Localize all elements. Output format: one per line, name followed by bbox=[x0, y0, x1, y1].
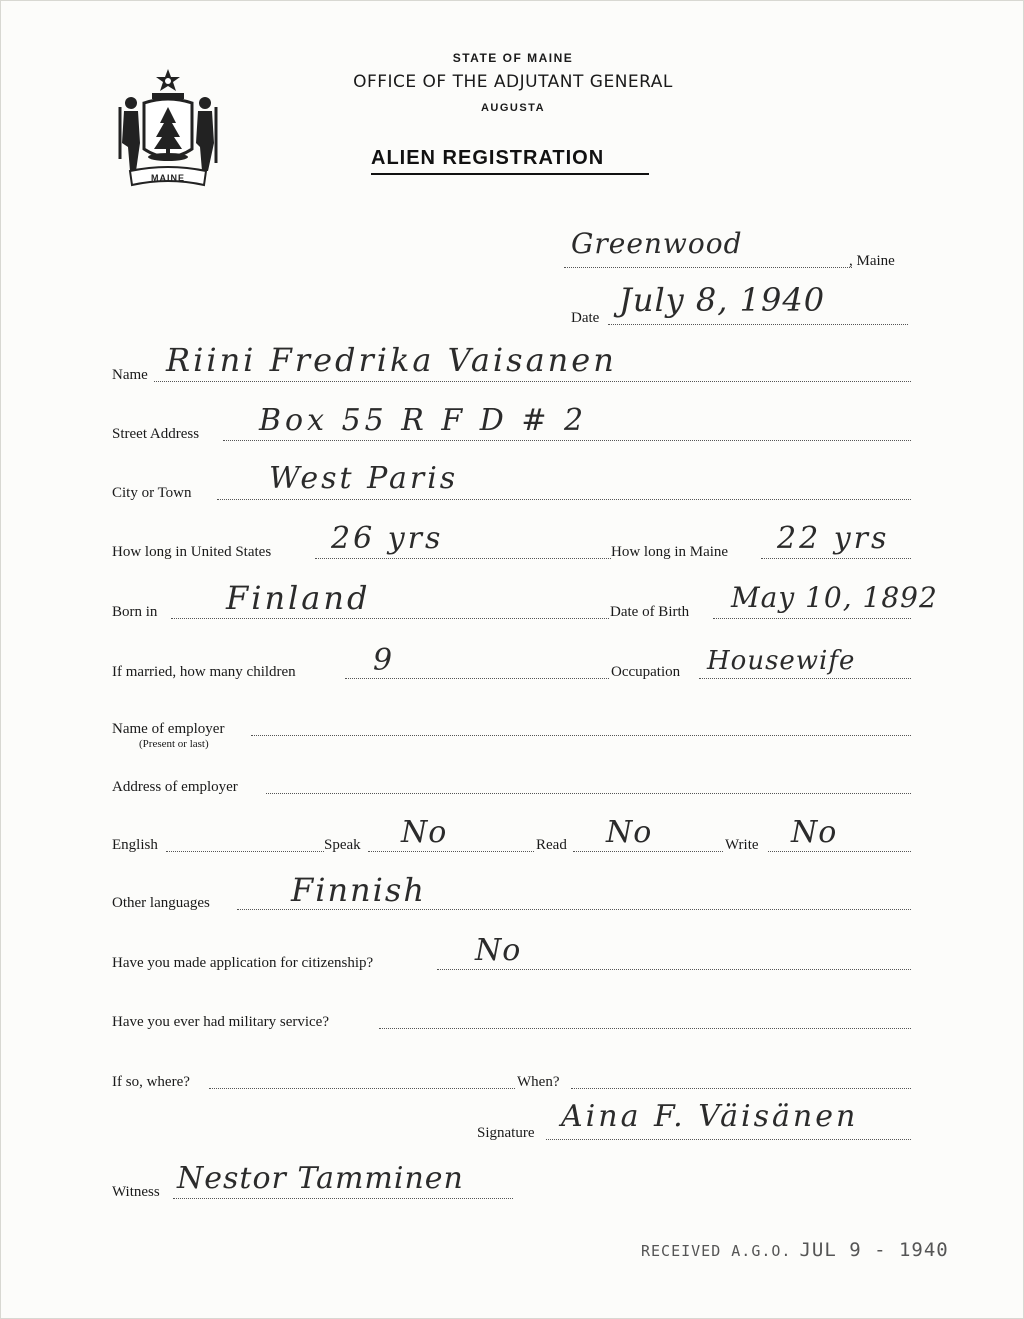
header-state: STATE OF MAINE bbox=[452, 51, 574, 65]
years-maine-label: How long in Maine bbox=[611, 544, 729, 560]
date-value: July 8, 1940 bbox=[619, 281, 826, 319]
dob-line bbox=[713, 618, 911, 619]
received-stamp bbox=[641, 1239, 949, 1261]
born-value: Finland bbox=[226, 579, 371, 617]
dob-label: Date of Birth bbox=[610, 604, 690, 620]
signature-label: Signature bbox=[477, 1125, 535, 1141]
write-label: Write bbox=[725, 837, 759, 853]
years-maine-value: 22 yrs bbox=[777, 521, 890, 556]
street-line bbox=[223, 440, 911, 441]
years-us-line bbox=[315, 558, 611, 559]
dob-value: May 10, 1892 bbox=[731, 581, 938, 614]
read-line bbox=[573, 851, 723, 852]
city-label: City or Town bbox=[112, 485, 192, 501]
where-line bbox=[209, 1088, 515, 1089]
signature-value: Aina F. Väisänen bbox=[561, 1099, 859, 1134]
signature-line bbox=[546, 1139, 911, 1140]
english-label: English bbox=[112, 837, 158, 853]
employer-address-line bbox=[266, 793, 911, 794]
years-us-label: How long in United States bbox=[112, 544, 272, 560]
name-value: Riini Fredrika Vaisanen bbox=[166, 341, 617, 379]
stamp-date: JUL 9 - 1940 bbox=[799, 1239, 949, 1261]
children-label: If married, how many children bbox=[112, 664, 296, 680]
other-languages-line bbox=[237, 909, 911, 910]
speak-label: Speak bbox=[324, 837, 361, 853]
date-line bbox=[608, 324, 908, 325]
city-value: West Paris bbox=[269, 461, 459, 496]
street-label: Street Address bbox=[112, 426, 200, 442]
maine-label: , Maine bbox=[849, 253, 895, 269]
other-languages-label: Other languages bbox=[112, 895, 210, 911]
children-line bbox=[345, 678, 609, 679]
name-label: Name bbox=[112, 367, 148, 383]
street-value: Box 55 R F D # 2 bbox=[259, 403, 588, 438]
other-languages-value: Finnish bbox=[291, 871, 426, 909]
read-value: No bbox=[606, 815, 653, 850]
date-label: Date bbox=[571, 310, 600, 326]
children-value: 9 bbox=[373, 643, 394, 678]
occupation-value: Housewife bbox=[707, 646, 856, 676]
witness-value: Nestor Tamminen bbox=[177, 1161, 464, 1196]
citizenship-label: Have you made application for citizenship? bbox=[112, 955, 374, 971]
svg-text:MAINE: MAINE bbox=[151, 173, 185, 183]
military-line bbox=[379, 1028, 911, 1029]
write-value: No bbox=[791, 815, 838, 850]
town-value: Greenwood bbox=[571, 227, 743, 260]
write-line bbox=[768, 851, 911, 852]
town-line bbox=[564, 267, 852, 268]
citizenship-line bbox=[437, 969, 911, 970]
citizenship-value: No bbox=[475, 933, 522, 968]
name-line bbox=[154, 381, 911, 382]
military-label: Have you ever had military service? bbox=[112, 1014, 329, 1030]
occupation-line bbox=[699, 678, 911, 679]
city-line bbox=[217, 499, 911, 500]
employer-label: Name of employer bbox=[112, 721, 225, 737]
witness-label: Witness bbox=[112, 1184, 160, 1200]
header-city: AUGUSTA bbox=[480, 102, 546, 114]
read-label: Read bbox=[536, 837, 567, 853]
born-label: Born in bbox=[112, 604, 158, 620]
employer-sublabel: (Present or last) bbox=[139, 738, 209, 750]
when-line bbox=[571, 1088, 911, 1089]
when-label: When? bbox=[517, 1074, 560, 1090]
employer-line bbox=[251, 735, 911, 736]
header-office: OFFICE OF THE ADJUTANT GENERAL bbox=[353, 72, 673, 92]
stamp-text: RECEIVED A.G.O. bbox=[641, 1242, 792, 1260]
employer-address-label: Address of employer bbox=[112, 779, 238, 795]
born-line bbox=[171, 618, 609, 619]
title-underline bbox=[371, 173, 649, 175]
witness-line bbox=[173, 1198, 513, 1199]
english-line bbox=[166, 851, 324, 852]
years-maine-line bbox=[761, 558, 911, 559]
form-title: ALIEN REGISTRATION bbox=[371, 147, 605, 169]
speak-line bbox=[368, 851, 534, 852]
occupation-label: Occupation bbox=[611, 664, 681, 680]
where-label: If so, where? bbox=[112, 1074, 190, 1090]
speak-value: No bbox=[401, 815, 448, 850]
years-us-value: 26 yrs bbox=[331, 521, 444, 556]
